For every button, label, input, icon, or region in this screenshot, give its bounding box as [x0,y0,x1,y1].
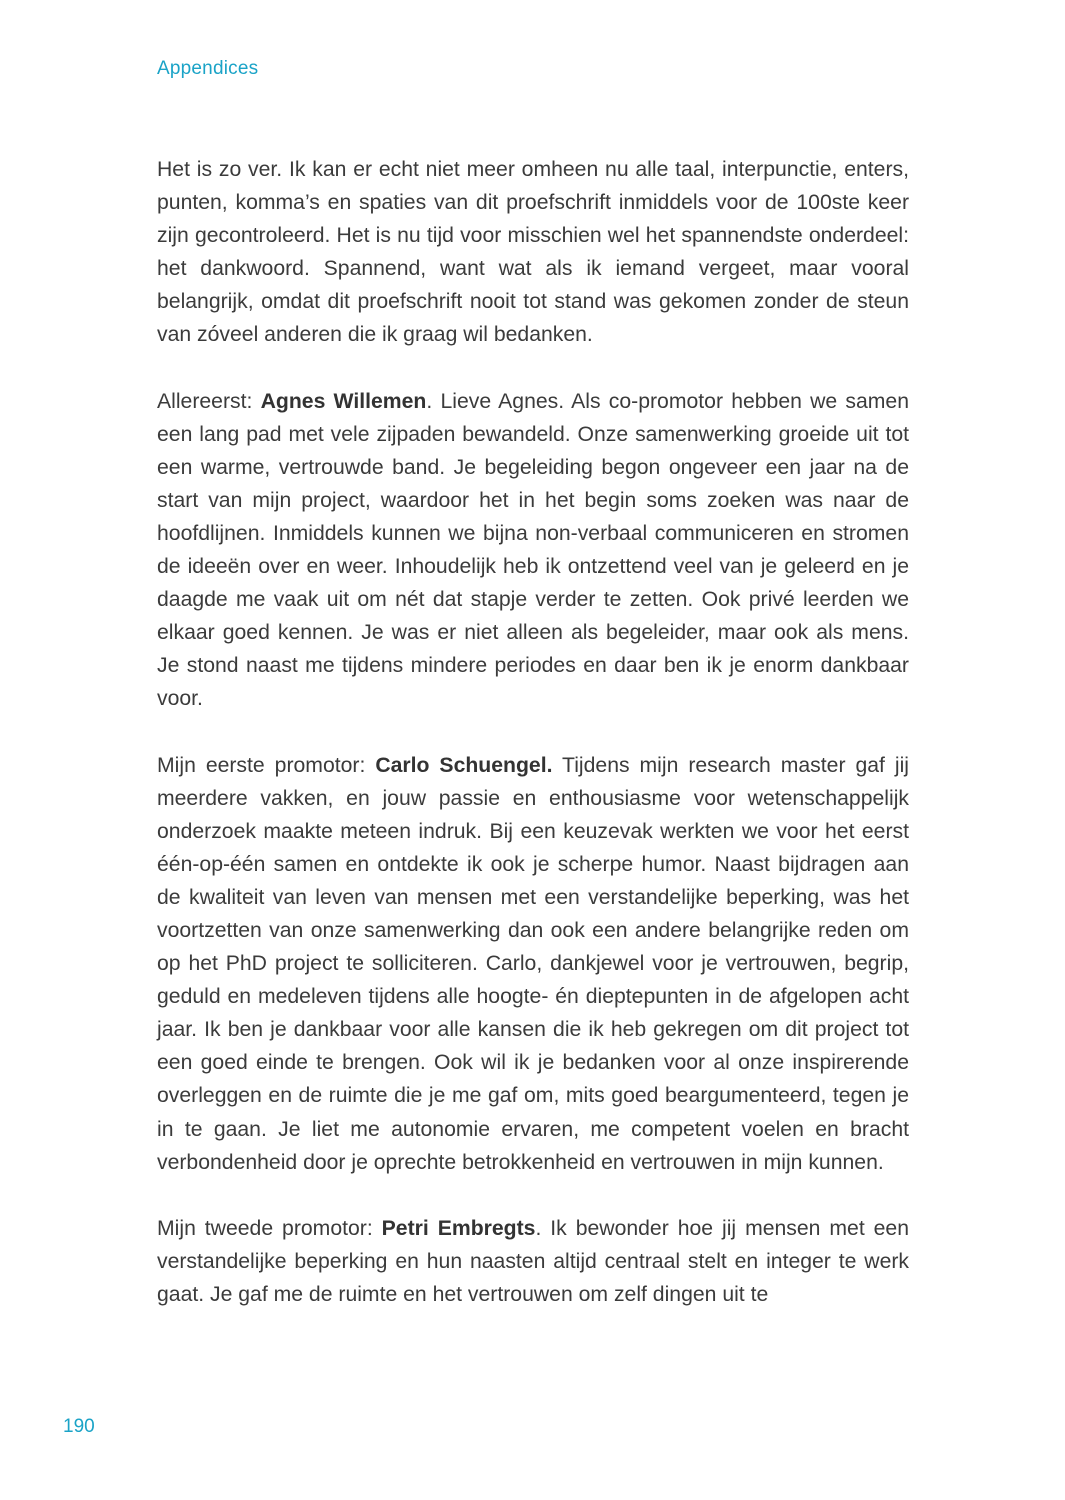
paragraph-carlo [157,749,909,1179]
paragraph-text: . Lieve Agnes. Als co-promotor hebben we samen een lang pad met vele zijpaden bewandeld. Onze samenwerking groeide uit tot een warme, vertrouwde band. Je begeleiding begon ongeveer een jaar na de start van mijn project, waardoor het in het begin soms zoeken was naar de hoofdlijnen. Inmiddels kunnen we bijna non-verbaal communiceren en stromen de ideeën over en weer. Inhoudelijk heb ik ontzettend veel van je geleerd en je daagde me vaak uit om nét dat stapje verder te zetten. Ook privé leerden we elkaar goed kennen. Je was er niet alleen als begeleider, maar ook als mens. Je stond naast me tijdens mindere periodes en daar ben ik je enorm dankbaar voor. [157,389,909,711]
paragraph-text: Tijdens mijn research master gaf jij meerdere vakken, en jouw passie en enthousiasme voor wetenschappelijk onderzoek maakte meteen indruk. Bij een keuzevak werkten we voor het eerst één-op-één samen en ontdekte ik ook je scherpe humor. Naast bijdragen aan de kwaliteit van leven van mensen met een verstandelijke beperking, was het voortzetten van onze samenwerking dan ook een andere belangrijke reden om op het PhD project te solliciteren. Carlo, dankjewel voor je vertrouwen, begrip, geduld en medeleven tijdens alle hoogte- én dieptepunten in de afgelopen acht jaar. Ik ben je dankbaar voor alle kansen die ik heb gekregen om dit project tot een goed einde te brengen. Ook wil ik je bedanken voor al onze inspirerende overleggen en de ruimte die je me gaf om, mits goed beargumenteerd, tegen je in te gaan. Je liet me autonomie ervaren, me competent voelen en bracht verbondenheid door je oprechte betrokkenheid en vertrouwen in mijn kunnen. [157,753,910,1174]
paragraph-text: Het is zo ver. Ik kan er echt niet meer omheen nu alle taal, interpunctie, enters, punten, komma’s en spaties van dit proefschrift inmiddels voor de 100ste keer zijn gecontroleerd. Het is nu tijd voor misschien wel het spannendste onderdeel: het dankwoord. Spannend, want wat als ik iemand vergeet, maar vooral belangrijk, omdat dit proefschrift nooit tot stand was gekomen zonder de steun van zóveel anderen die ik graag wil bedanken. [157,158,909,347]
paragraph-lead: Allereerst: [157,389,261,413]
person-name: Petri Embregts [381,1216,536,1240]
person-name: Carlo Schuengel. [375,753,553,777]
paragraph-lead: Mijn tweede promotor: [157,1216,382,1240]
person-name: Agnes Willemen [260,389,427,413]
running-header: Appendices [157,58,259,79]
paragraph-text: . Ik bewonder hoe jij mensen met een verstandelijke beperking en hun naasten altijd centraal stelt en integer te werk gaat. Je gaf me de ruimte en het vertrouwen om zelf dingen uit te [157,1216,909,1306]
page-number: 190 [63,1416,95,1437]
paragraph-intro [157,153,909,352]
body-text [157,153,909,1344]
paragraph-agnes [157,385,909,716]
paragraph-petri [157,1212,909,1311]
paragraph-lead: Mijn eerste promotor: [157,753,376,777]
